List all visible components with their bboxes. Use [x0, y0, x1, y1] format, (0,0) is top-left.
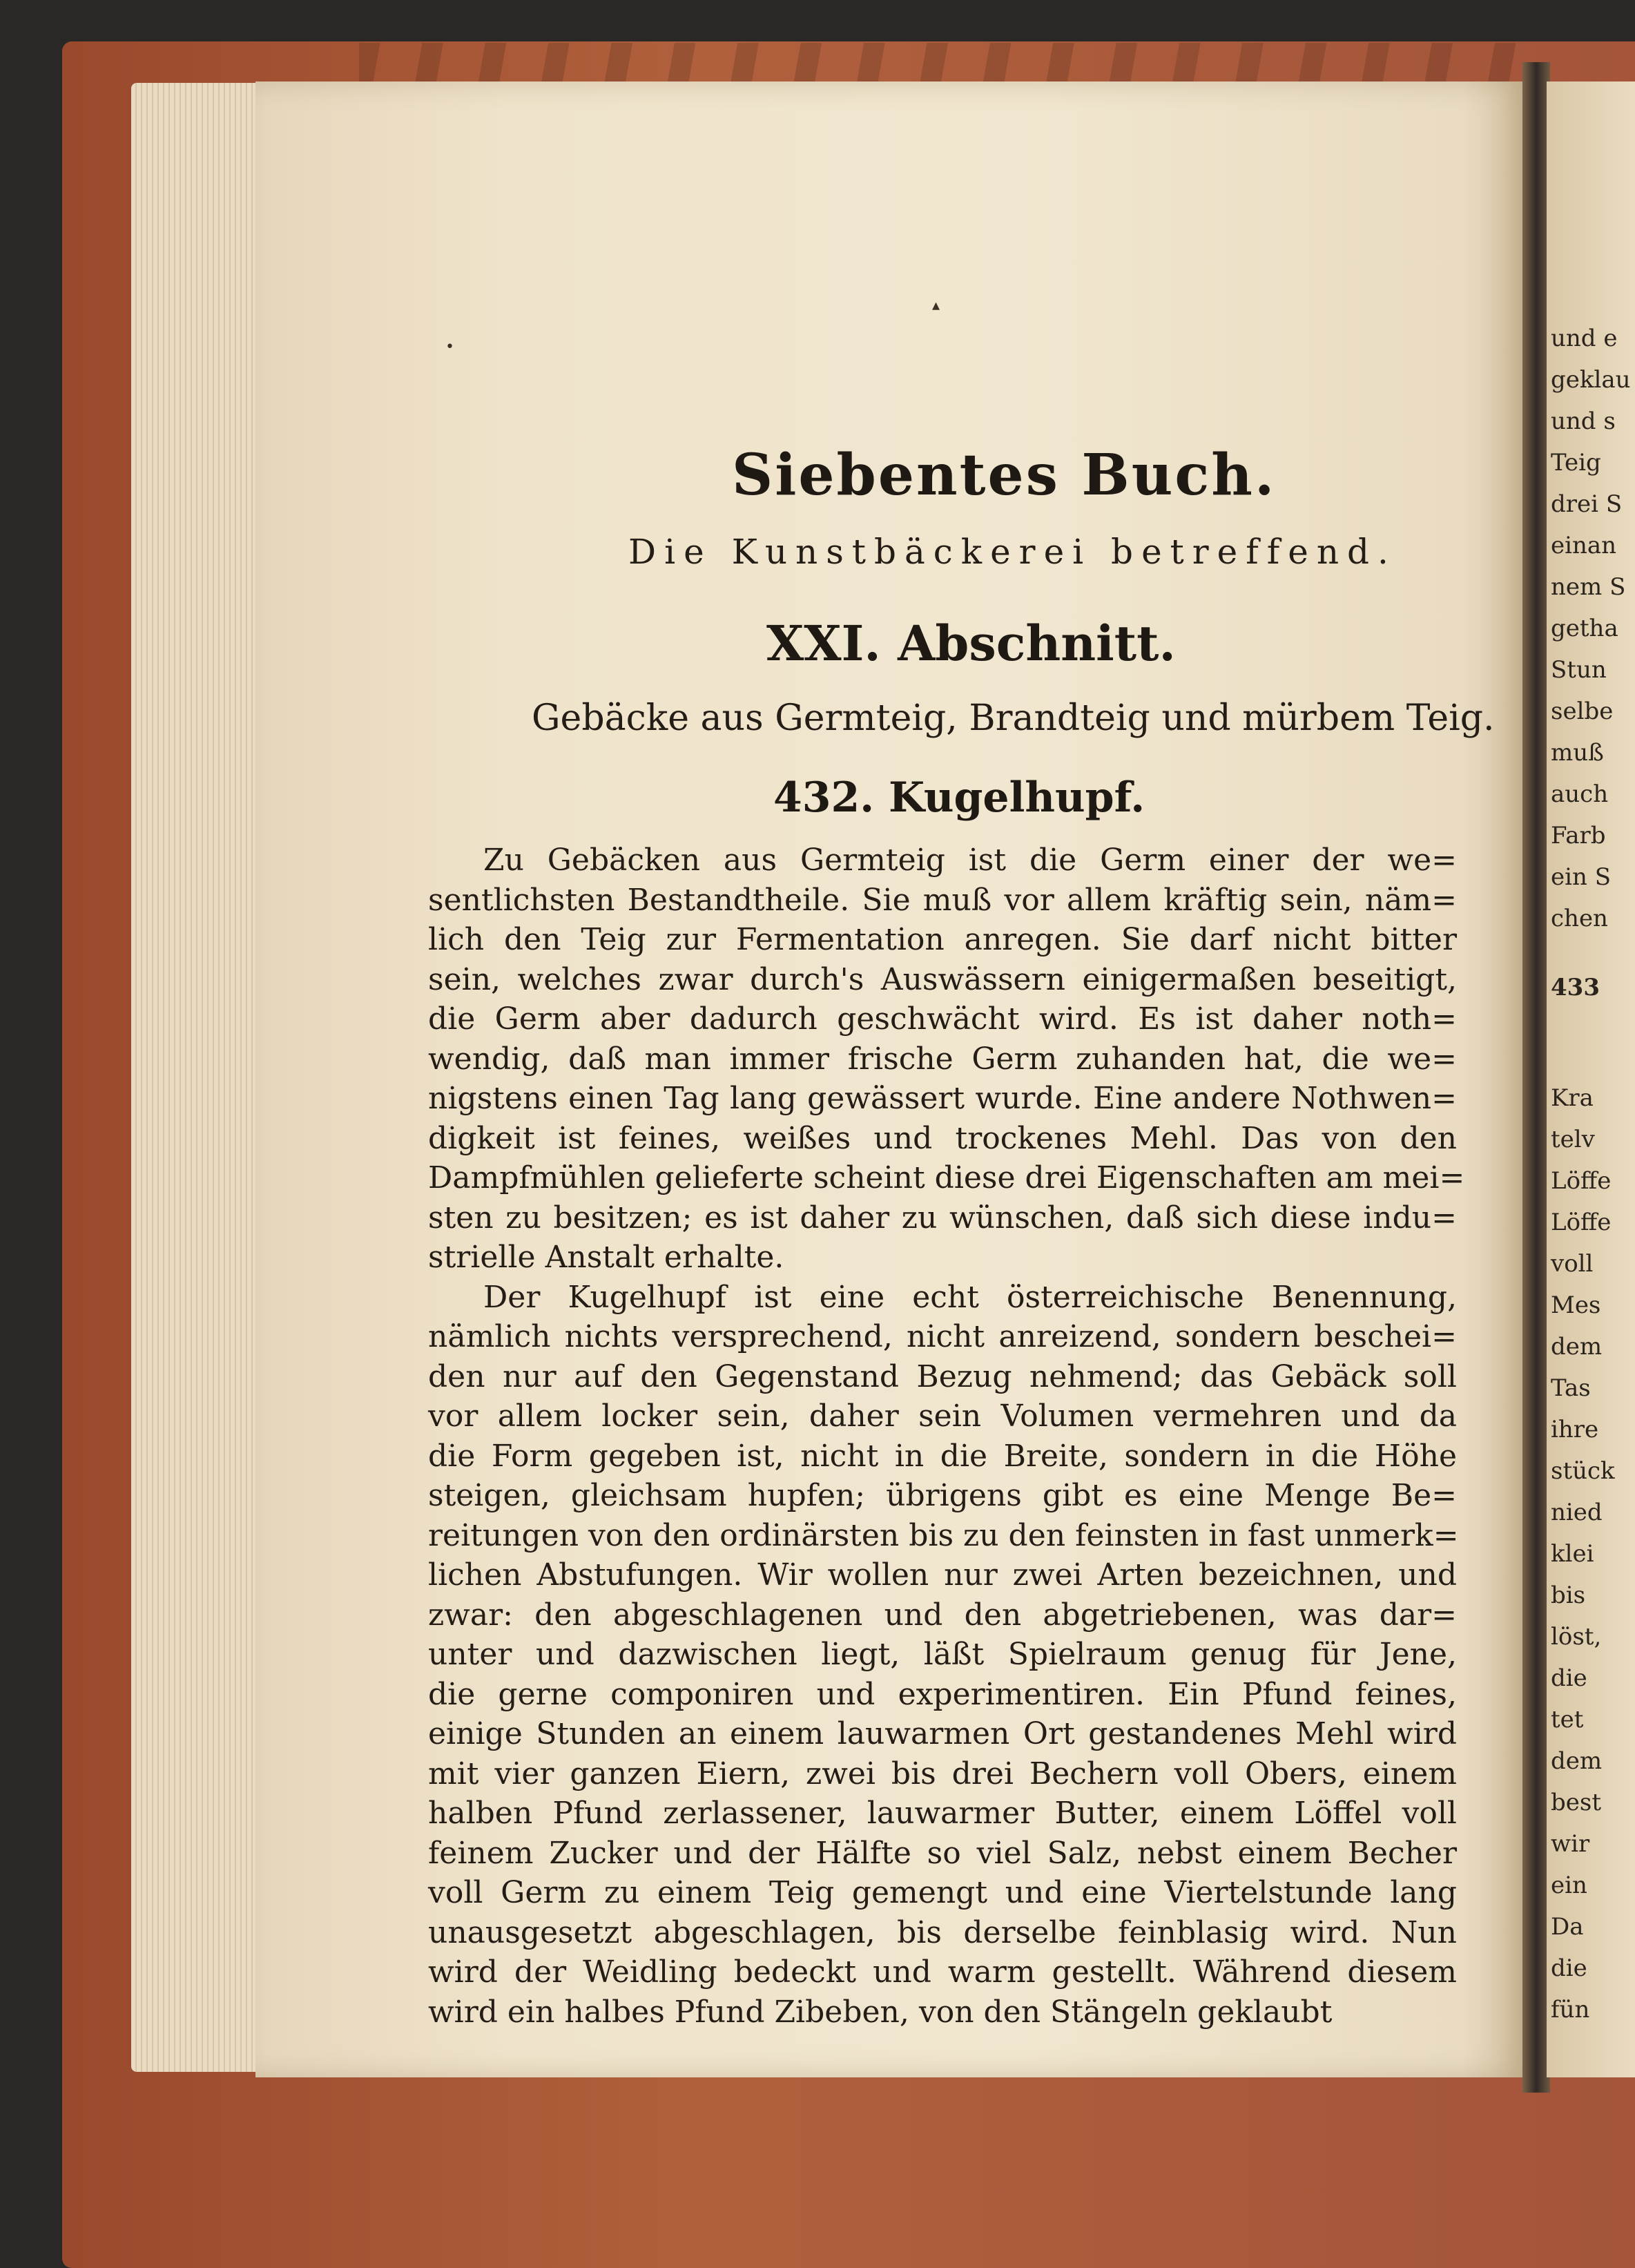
- text-line: feinem Zucker und der Hälfte so viel Salz, nebst einem Becher: [428, 1835, 1457, 1871]
- right-page-fragment: Da: [1551, 1913, 1584, 1941]
- text-line: steigen, gleichsam hupfen; übrigens gibt es eine Menge Be=: [428, 1478, 1457, 1513]
- right-page-fragment: nem S: [1551, 573, 1626, 601]
- page-edges: [131, 83, 269, 2072]
- page-dot: •: [445, 338, 454, 356]
- right-page-fragment: Tas: [1551, 1374, 1591, 1402]
- right-page: [1547, 81, 1635, 2077]
- right-page-fragment: Stun: [1551, 656, 1607, 684]
- text-line: sein, welches zwar durch's Auswässern einigermaßen beseitigt,: [428, 961, 1457, 997]
- right-page-fragment: und e: [1551, 325, 1618, 352]
- text-line: strielle Anstalt erhalte.: [428, 1240, 784, 1275]
- right-page-fragment: 433: [1551, 974, 1600, 1001]
- text-line: digkeit ist feines, weißes und trockenes Mehl. Das von den: [428, 1120, 1457, 1156]
- text-line: mit vier ganzen Eiern, zwei bis drei Bechern voll Obers, einem: [428, 1756, 1457, 1791]
- right-page-fragment: auch: [1551, 780, 1609, 808]
- text-line: sten zu besitzen; es ist daher zu wünschen, daß sich diese indu=: [428, 1200, 1457, 1236]
- right-page-fragment: getha: [1551, 615, 1618, 642]
- right-page-fragment: nied: [1551, 1499, 1603, 1526]
- text-line: Der Kugelhupf ist eine echt österreichische Benennung,: [483, 1279, 1457, 1315]
- right-page-fragment: die: [1551, 1664, 1587, 1692]
- right-page-fragment: ein: [1551, 1872, 1587, 1899]
- right-page-fragment: die: [1551, 1954, 1587, 1982]
- text-line: den nur auf den Gegenstand Bezug nehmend; das Gebäck soll: [428, 1358, 1457, 1394]
- right-page-fragment: drei S: [1551, 490, 1623, 518]
- text-line: die gerne componiren und experimentiren. Ein Pfund feines,: [428, 1676, 1457, 1712]
- right-page-fragment: wir: [1551, 1830, 1590, 1858]
- text-line: zwar: den abgeschlagenen und den abgetriebenen, was dar=: [428, 1597, 1457, 1633]
- right-page-fragment: stück: [1551, 1457, 1615, 1485]
- text-line: halben Pfund zerlassener, lauwarmer Butter, einem Löffel voll: [428, 1796, 1457, 1831]
- recipe-heading: 432. Kugelhupf.: [773, 773, 1145, 822]
- text-line: wendig, daß man immer frische Germ zuhanden hat, die we=: [428, 1041, 1457, 1077]
- text-line: Dampfmühlen gelieferte scheint diese drei Eigenschaften am mei=: [428, 1160, 1465, 1195]
- text-line: wird der Weidling bedeckt und warm gestellt. Während diesem: [428, 1954, 1457, 1990]
- right-page-fragment: selbe: [1551, 698, 1614, 725]
- book-gutter: [1522, 62, 1550, 2093]
- text-line: reitungen von den ordinärsten bis zu den feinsten in fast unmerk=: [428, 1517, 1459, 1553]
- text-line: voll Germ zu einem Teig gemengt und eine Viertelstunde lang: [428, 1875, 1457, 1910]
- right-page-fragment: ein S: [1551, 863, 1611, 891]
- text-line: nigstens einen Tag lang gewässert wurde. Eine andere Nothwen=: [428, 1081, 1457, 1116]
- text-line: wird ein halbes Pfund Zibeben, von den Stängeln geklaubt: [428, 1994, 1333, 2030]
- right-page-fragment: klei: [1551, 1540, 1594, 1568]
- right-page-fragment: Teig: [1551, 449, 1601, 477]
- text-line: die Germ aber dadurch geschwächt wird. Es ist daher noth=: [428, 1001, 1457, 1037]
- book-title: Siebentes Buch.: [732, 442, 1277, 508]
- section-subtitle: Gebäcke aus Germteig, Brandteig und mürbem Teig.: [532, 698, 1495, 739]
- right-page-fragment: dem: [1551, 1333, 1603, 1361]
- text-line: Zu Gebäcken aus Germteig ist die Germ einer der we=: [483, 843, 1457, 878]
- right-page-fragment: löst,: [1551, 1623, 1602, 1651]
- right-page-fragment: muß: [1551, 739, 1604, 767]
- right-page-fragment: geklau: [1551, 366, 1631, 394]
- right-page-fragment: Kra: [1551, 1084, 1594, 1112]
- right-page-fragment: best: [1551, 1789, 1601, 1816]
- page-mark: ▴: [932, 297, 940, 314]
- right-page-fragment: einan: [1551, 532, 1617, 559]
- right-page-fragment: telv: [1551, 1126, 1595, 1153]
- right-page-fragment: chen: [1551, 905, 1608, 932]
- right-page-fragment: ihre: [1551, 1416, 1599, 1443]
- text-line: lich den Teig zur Fermentation anregen. Sie darf nicht bitter: [428, 922, 1457, 957]
- right-page-fragment: und s: [1551, 407, 1616, 435]
- book-subtitle: Die Kunstbäckerei betreffend.: [628, 532, 1397, 572]
- text-line: sentlichsten Bestandtheile. Sie muß vor allem kräftig sein, näm=: [428, 882, 1457, 918]
- right-page-fragment: Farb: [1551, 822, 1606, 849]
- text-line: die Form gegeben ist, nicht in die Breite, sondern in die Höhe: [428, 1438, 1457, 1474]
- text-line: unausgesetzt abgeschlagen, bis derselbe feinblasig wird. Nun: [428, 1914, 1457, 1950]
- right-page-fragment: Löffe: [1551, 1209, 1612, 1236]
- right-page-fragment: dem: [1551, 1747, 1603, 1775]
- text-line: vor allem locker sein, daher sein Volumen vermehren und da: [428, 1399, 1457, 1434]
- text-line: unter und dazwischen liegt, läßt Spielraum genug für Jene,: [428, 1637, 1457, 1672]
- section-title: XXI. Abschnitt.: [766, 615, 1176, 672]
- right-page-fragment: Löffe: [1551, 1167, 1612, 1195]
- right-page-fragment: tet: [1551, 1706, 1584, 1733]
- text-line: einige Stunden an einem lauwarmen Ort gestandenes Mehl wird: [428, 1716, 1457, 1751]
- right-page-fragment: fün: [1551, 1996, 1590, 2024]
- right-page-fragment: voll: [1551, 1250, 1594, 1278]
- right-page-fragment: bis: [1551, 1582, 1586, 1609]
- right-page-fragment: Mes: [1551, 1291, 1601, 1319]
- text-line: lichen Abstufungen. Wir wollen nur zwei Arten bezeichnen, und: [428, 1557, 1457, 1593]
- text-line: nämlich nichts versprechend, nicht anreizend, sondern beschei=: [428, 1319, 1457, 1354]
